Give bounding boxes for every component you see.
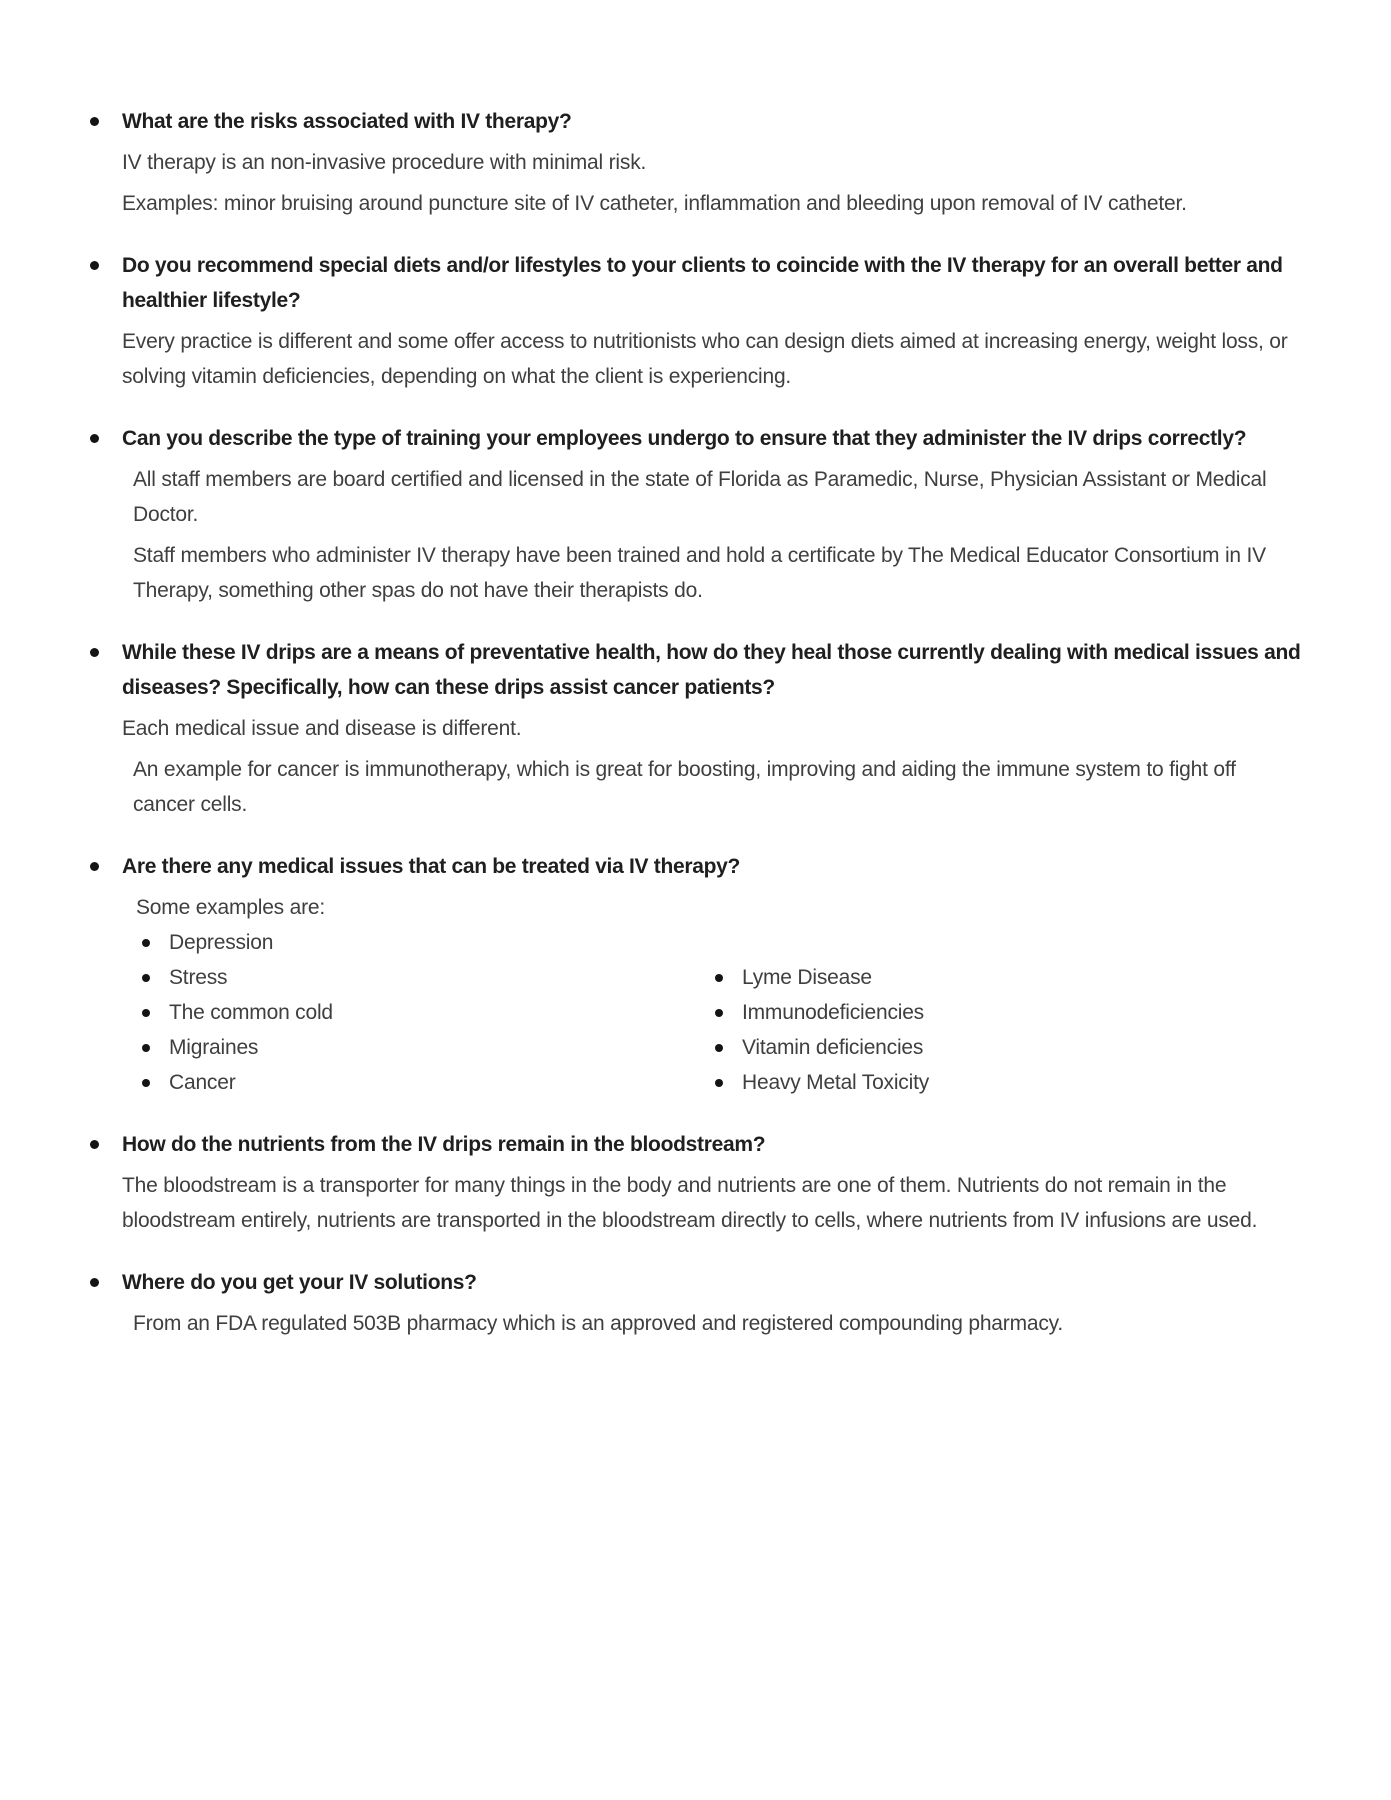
faq-item <box>90 849 1320 1100</box>
example-item <box>142 925 715 960</box>
example-label: Stress <box>169 966 228 989</box>
answer-paragraph: Examples: minor bruising around puncture site of IV catheter, inflammation and bleeding upon removal of IV catheter. <box>122 192 1187 215</box>
faq-item <box>90 635 1320 822</box>
faq-question: Do you recommend special diets and/or lifestyles to your clients to coincide with the IV therapy for an overall better and healthier lifestyle? <box>122 254 1283 312</box>
bullet-icon <box>142 1079 150 1087</box>
bullet-icon <box>715 1044 723 1052</box>
bullet-icon <box>142 974 150 982</box>
faq-question: While these IV drips are a means of preventative health, how do they heal those currently dealing with medical issues and diseases? Specifically, how can these drips assist cancer patients? <box>122 641 1301 699</box>
examples-columns <box>142 925 1320 1100</box>
example-label: Migraines <box>169 1036 259 1059</box>
example-label: Heavy Metal Toxicity <box>742 1071 930 1094</box>
bullet-icon <box>90 117 99 126</box>
faq-question: Where do you get your IV solutions? <box>122 1271 477 1294</box>
bullet-icon <box>715 1079 723 1087</box>
bullet-icon <box>90 862 99 871</box>
answer-paragraph: IV therapy is an non-invasive procedure with minimal risk. <box>122 151 647 174</box>
bullet-icon <box>90 1278 99 1287</box>
faq-question: Can you describe the type of training your employees undergo to ensure that they administer the IV drips correctly? <box>122 427 1247 450</box>
bullet-icon <box>90 261 99 270</box>
faq-item <box>90 1265 1320 1341</box>
faq-content <box>90 104 1320 1341</box>
faq-item <box>90 248 1320 394</box>
example-label: Lyme Disease <box>742 966 872 989</box>
example-item <box>715 1030 929 1065</box>
faq-item <box>90 421 1320 608</box>
example-item <box>142 1065 715 1100</box>
example-label: The common cold <box>169 1001 333 1024</box>
example-label: Depression <box>169 931 274 954</box>
bullet-icon <box>142 1044 150 1052</box>
example-item <box>142 995 715 1030</box>
answer-paragraph: The bloodstream is a transporter for many things in the body and nutrients are one of them. Nutrients do not remain in the bloodstream entirely, nutrients are transported in the bloodstream directly to cells, where nutrients from IV infusions are used. <box>122 1174 1258 1232</box>
examples-column-right <box>715 960 929 1100</box>
faq-item <box>90 104 1320 221</box>
faq-item <box>90 1127 1320 1238</box>
bullet-icon <box>142 939 150 947</box>
example-label: Immunodeficiencies <box>742 1001 924 1024</box>
answer-paragraph: Each medical issue and disease is different. <box>122 717 522 740</box>
answer-paragraph: Every practice is different and some offer access to nutritionists who can design diets aimed at increasing energy, weight loss, or solving vitamin deficiencies, depending on what the client is experiencing. <box>122 330 1288 388</box>
example-label: Vitamin deficiencies <box>742 1036 924 1059</box>
bullet-icon <box>90 434 99 443</box>
example-item <box>715 1065 929 1100</box>
faq-question: What are the risks associated with IV therapy? <box>122 110 572 133</box>
example-item <box>715 960 929 995</box>
example-item <box>142 1030 715 1065</box>
answer-paragraph: An example for cancer is immunotherapy, which is great for boosting, improving and aiding the immune system to fight off cancer cells. <box>133 758 1236 816</box>
examples-column-left <box>142 925 715 1100</box>
bullet-icon <box>90 1140 99 1149</box>
answer-paragraph: Staff members who administer IV therapy have been trained and hold a certificate by The Medical Educator Consortium in IV Therapy, something other spas do not have their therapists do. <box>133 544 1266 602</box>
answer-paragraph: All staff members are board certified and licensed in the state of Florida as Paramedic, Nurse, Physician Assistant or Medical Doctor. <box>133 468 1267 526</box>
example-item <box>142 960 715 995</box>
examples-intro: Some examples are: <box>136 896 325 919</box>
bullet-icon <box>90 648 99 657</box>
answer-paragraph: From an FDA regulated 503B pharmacy which is an approved and registered compounding pharmacy. <box>133 1312 1064 1335</box>
faq-question: Are there any medical issues that can be treated via IV therapy? <box>122 855 741 878</box>
example-item <box>715 995 929 1030</box>
faq-question: How do the nutrients from the IV drips remain in the bloodstream? <box>122 1133 766 1156</box>
bullet-icon <box>715 1009 723 1017</box>
bullet-icon <box>715 974 723 982</box>
example-label: Cancer <box>169 1071 236 1094</box>
bullet-icon <box>142 1009 150 1017</box>
